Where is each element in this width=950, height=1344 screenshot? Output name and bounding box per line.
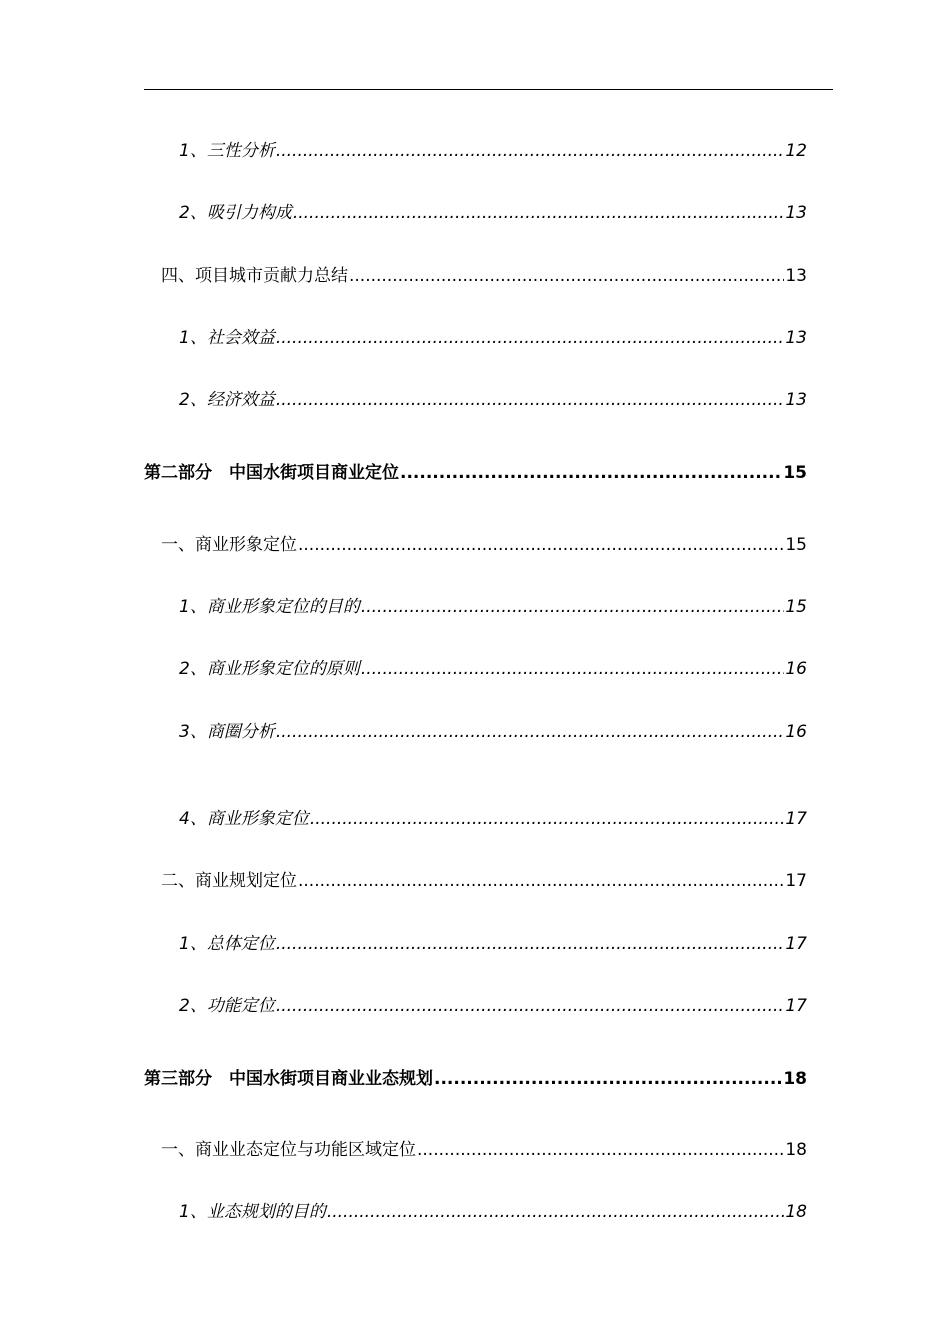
- toc-entry[interactable]: [179, 200, 807, 226]
- toc-entry-label: 2、经济效益: [179, 390, 275, 410]
- toc-page-number: 17: [785, 809, 807, 829]
- header-rule: [144, 89, 833, 90]
- toc-dot-leader: [434, 1066, 782, 1092]
- toc-entry-label: 1、商业形象定位的目的: [179, 597, 360, 617]
- toc-part-entry[interactable]: [144, 460, 807, 486]
- toc-page-number: 13: [785, 390, 807, 410]
- toc-dot-leader: [417, 1137, 784, 1163]
- toc-entry[interactable]: [161, 532, 807, 558]
- toc-page-number: 17: [785, 934, 807, 954]
- toc-entry[interactable]: [179, 1199, 807, 1225]
- toc-page-number: 13: [785, 328, 807, 348]
- toc-entry[interactable]: [179, 594, 807, 620]
- toc-dot-leader: [349, 263, 784, 289]
- toc-dot-leader: [293, 200, 785, 226]
- toc-entry-label: 3、商圈分析: [179, 722, 275, 742]
- toc-dot-leader: [310, 806, 785, 832]
- toc-entry-label: 2、吸引力构成: [179, 203, 292, 223]
- toc-page-number: 18: [783, 1069, 807, 1089]
- toc-page-number: 15: [785, 535, 807, 555]
- toc-entry[interactable]: [179, 325, 807, 351]
- toc-page-number: 15: [785, 597, 807, 617]
- toc-page-number: 15: [783, 463, 807, 483]
- toc-entry[interactable]: [161, 868, 807, 894]
- toc-entry-label: 2、商业形象定位的原则: [179, 659, 360, 679]
- toc-page-number: 17: [785, 871, 807, 891]
- toc-entry[interactable]: [179, 138, 807, 164]
- toc-entry-label: 1、总体定位: [179, 934, 275, 954]
- toc-dot-leader: [298, 868, 784, 894]
- toc-dot-leader: [276, 138, 785, 164]
- toc-entry-label: 1、业态规划的目的: [179, 1202, 326, 1222]
- toc-dot-leader: [276, 993, 785, 1019]
- toc-page-number: 16: [785, 722, 807, 742]
- toc-dot-leader: [276, 931, 785, 957]
- toc-page-number: 18: [785, 1140, 807, 1160]
- toc-entry-label: 第三部分 中国水街项目商业业态规划: [144, 1069, 433, 1089]
- toc-entry[interactable]: [161, 263, 807, 289]
- toc-dot-leader: [327, 1199, 785, 1225]
- toc-page-number: 13: [785, 203, 807, 223]
- toc-page-number: 18: [785, 1202, 807, 1222]
- toc-dot-leader: [361, 594, 785, 620]
- toc-entry-label: 2、功能定位: [179, 996, 275, 1016]
- toc-dot-leader: [276, 387, 785, 413]
- toc-page-number: 12: [785, 141, 807, 161]
- toc-page-number: 13: [785, 266, 807, 286]
- toc-entry[interactable]: [179, 719, 807, 745]
- toc-dot-leader: [400, 460, 782, 486]
- toc-page-number: 17: [785, 996, 807, 1016]
- toc-entry-label: 1、三性分析: [179, 141, 275, 161]
- toc-dot-leader: [361, 656, 785, 682]
- toc-entry-label: 二、商业规划定位: [161, 871, 297, 891]
- toc-entry[interactable]: [179, 993, 807, 1019]
- toc-page-number: 16: [785, 659, 807, 679]
- toc-entry[interactable]: [179, 931, 807, 957]
- toc-dot-leader: [276, 719, 785, 745]
- toc-entry-label: 四、项目城市贡献力总结: [161, 266, 348, 286]
- toc-entry-label: 一、商业业态定位与功能区域定位: [161, 1140, 416, 1160]
- toc-entry[interactable]: [161, 1137, 807, 1163]
- toc-entry[interactable]: [179, 656, 807, 682]
- toc-part-entry[interactable]: [144, 1066, 807, 1092]
- toc-entry[interactable]: [179, 806, 807, 832]
- toc-entry-label: 一、商业形象定位: [161, 535, 297, 555]
- toc-entry[interactable]: [179, 387, 807, 413]
- toc-entry-label: 1、社会效益: [179, 328, 275, 348]
- toc-dot-leader: [276, 325, 785, 351]
- toc-dot-leader: [298, 532, 784, 558]
- toc-entry-label: 4、商业形象定位: [179, 809, 309, 829]
- toc-entry-label: 第二部分 中国水街项目商业定位: [144, 463, 399, 483]
